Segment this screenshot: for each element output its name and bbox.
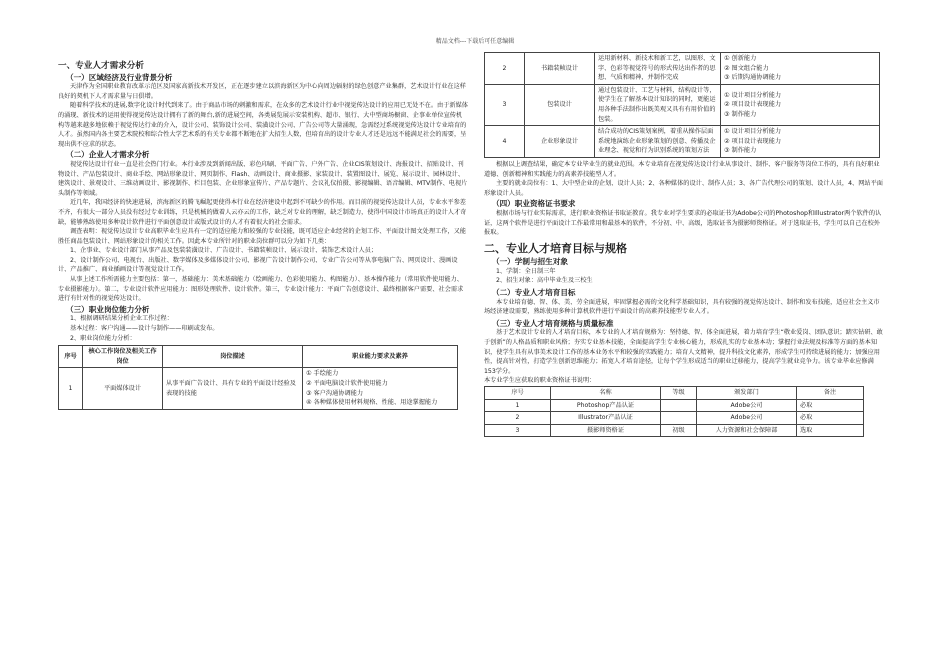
table-cell: 初级: [661, 424, 697, 437]
paragraph: 1、根据调研结果分析企业工作过程：: [70, 315, 173, 323]
list-item: 2、招生对象：高中毕业生及三校生: [496, 277, 593, 285]
table-cell: [721, 126, 880, 158]
table-cell: 结合成功的CIS策划案例，着重从操作层面系统地演练企业形象策划的创意、传播及企业理念、视觉和行为识别系统的策划方法: [595, 126, 721, 158]
paragraph: 随着科学技术的进展,数字化设计时代到来了。由于商品市场的刺激和需求，在众多的艺术设计行业中视觉传达设计的应用已无处不在。由于新媒体的涌现、新技术的运用使得视觉传达设计拥有了新的舞台,新的进展空间，各类展览展示安装机构、超市、银行、大中型商场橱窗、企事业单位宣传机构等越来越多地依赖于视觉传达行业的介入，设计公司、装饰设计公司、装潢设计公司、广告公司等大量涌现，急需经过系统视觉传达设计专业培育的人才。虽然国内各主要艺术院校和综合性大学艺术系的有关专业都不断地在扩大招生人数，但培育出的设计专业人才还是远远不能满足社会的需要，呈现出供不应求的状态。: [58, 102, 468, 148]
table-cell: 必取: [797, 412, 864, 425]
section-2-title: 二、专业人才培育目标与规格: [484, 241, 627, 255]
table-header-cell: 名称: [551, 387, 661, 400]
paragraph: 调查表明：视觉传达设计专业高职毕业生应具有一定的适应能力和较强的专业技能，既可适应企业经营的企划工作、平面设计图文处理工作，又能胜任商品包装设计、网站形象设计的相关工作。因此本专业所针对的职业岗位群可以分为如下几类：: [58, 228, 466, 245]
page-header: 精品文档---下载后可任意编辑: [435, 38, 515, 45]
paragraph: 基于艺术设计专业的人才培育目标，本专业的人才培育规格为：坚持德、智、体全面进展，着力培育学生“敬业爱岗、团队意识；踏实钻研、敢于创新”的人格品质和职业风格；夯实专业基本技能，全面提高学生专业核心能力，形成扎实的专业基本功；掌握行业法规及标准等方面的基本知识，使学生具有从事美术设计工作的基本业务水平和较强的实践能力；培育人文精神，提升科技文化素养，形成学生可持续进展的能力；加强应用性，提高针对性，打造学生创新思维能力；拓宽人才培育途径，让每个学生形成适当的职业迁移能力，提高学生就业竞争力。该专业毕业应修满153学分。: [484, 329, 883, 375]
ability-item: ① 手绘能力: [306, 370, 339, 378]
table-cell: Illustrator产品认证: [551, 412, 661, 425]
table-header-cell: 序号: [485, 387, 551, 400]
left-column: [58, 60, 468, 410]
table-cell: 从事平面广告设计、具有专业的平面设计经验及表现的技能: [163, 368, 303, 409]
table-cell: 选取: [797, 424, 864, 437]
paragraph: 根据以上调查结果，确定本专业毕业生的就业范围。本专业培育在视觉传达设计行业从事设计、制作、客户服务等岗位工作的，具有良好职业道德、创新精神和实践能力的高素养技能型人才。: [484, 160, 880, 178]
table-cell: 运用新材料、新技术和新工艺，以图形、文字、色彩等视觉符号的形式传达出作者的思想、气质和精神，并制作完成: [595, 53, 721, 85]
table-row: [59, 368, 458, 409]
section-1-1-title: （一）区域经济及行业背景分析: [66, 72, 173, 82]
paragraph: 主要的就业岗位有：1、大中型企业的企划、设计人员；2、各种媒体的设计、制作人员；3、各广告代理公司的策划、设计人员，4、网站平面形象设计人员。: [484, 180, 883, 197]
table-cell: Adobe公司: [697, 399, 797, 412]
section-1-4-title: （四）职业资格证书要求: [492, 199, 576, 209]
section-1-3-title: （三）职业岗位能力分析: [66, 304, 150, 314]
table-cell: 书籍装帧设计: [525, 53, 595, 85]
table-cell: [721, 84, 880, 125]
table-cell: 2: [485, 412, 551, 425]
section-2-1-title: （一）学制与招生对象: [492, 257, 568, 267]
ability-item: ③ 制作能力: [724, 110, 757, 118]
ability-item: ① 创新能力: [724, 55, 757, 62]
table-cell: 企业形象设计: [525, 126, 595, 158]
cert-table-caption: 本专业学生应获取的职业资格证书说明：: [484, 377, 596, 385]
right-column: [484, 52, 884, 437]
paragraph: 近几年，我国经济的快速进展，滨海新区的腾飞崛起更使得本行业在经济建设中起到不可缺少的作用。而目前的视觉传达设计人员，专业水平参差不齐，有很大一部分人员没有经过专业训练，只是机械的做着人云亦云的工作，缺乏对专业的理解，缺乏制造力，使得中国设计市场真正的设计人才奇缺，能够熟练使用多种设计软件进行平面创意设计或版式设计的人才有着很大的社会需求。: [58, 199, 467, 226]
section-2-2-title: （二）专业人才培育目标: [492, 288, 576, 298]
table-header-cell: 等级: [661, 387, 697, 400]
table-row: [485, 424, 864, 437]
ability-item: ② 项目设计表现能力: [724, 101, 782, 109]
table-cell: 1: [59, 368, 83, 409]
table-cell: 通过包装设计、工艺与材料，结构设计等，使学生在了解基本设计知识的同时，更能运用各种手法制作出既美观又具有有用价值的包装。: [595, 84, 721, 125]
table-cell: 平面媒体设计: [83, 368, 163, 409]
table-row: [485, 126, 880, 158]
table-header-cell: 序号: [59, 346, 83, 368]
table-row: [485, 84, 880, 125]
table-cell: 3: [485, 424, 551, 437]
ability-item: ② 图文组合能力: [724, 64, 769, 72]
paragraph: 基本过程：客户沟通——设计与制作——印刷或发布。: [70, 325, 219, 333]
table-cell: 包装设计: [525, 84, 595, 125]
paragraph: 2、职业岗位能力分析：: [70, 334, 136, 342]
ability-item: ② 项目设计表现能力: [724, 137, 782, 145]
table-header-cell: 职业能力要求及素养: [303, 346, 458, 368]
table-cell: [661, 412, 697, 425]
ability-item: ④ 各种媒体使用材料规格、性能、用途掌握能力: [306, 399, 438, 407]
ability-item: ③ 客户沟通协调能力: [306, 389, 364, 397]
table-header-cell: 备注: [797, 387, 864, 400]
job-ability-table: [58, 345, 458, 410]
paragraph: 根据市场与行业实际需求，进行职业资格证书取证教育。我专业对学生要求的必取证书为Adobe公司的Photoshop和Illustrator两个软件的认证，这两个软件是进行平面设计工作最常用和最基本的软件，不分初、中、高级，选取证书为摄影师资格证。对于选取证书，学生可以自己在校外报取。: [484, 209, 882, 237]
table-cell: [661, 399, 697, 412]
table-cell: Photoshop产品认证: [551, 399, 661, 412]
table-cell: [303, 368, 458, 409]
table-row: [485, 412, 864, 425]
section-1-2-title: （二）企业人才需求分析: [66, 150, 150, 160]
ability-item: ③ 后期沟通协调能力: [724, 74, 782, 82]
table-cell: 必取: [797, 399, 864, 412]
ability-item: ① 设计项目分析能力: [724, 128, 782, 136]
table-header-cell: 岗位描述: [163, 346, 303, 368]
table-header-cell: 颁发部门: [697, 387, 797, 400]
table-cell: 2: [485, 53, 525, 85]
table-cell: 1: [485, 399, 551, 412]
table-row: [485, 399, 864, 412]
paragraph: 2、设计制作公司、电视台、出版社、数字媒体及多媒体设计公司、影视广告设计制作公司、专业广告公司等从事电脑广告、网页设计、漫画设计、产品推广、商业插画设计等视觉设计工作。: [58, 256, 458, 274]
section-2-3-title: （三）专业人才培育规格与质量标准: [492, 318, 614, 328]
table-cell: Adobe公司: [697, 412, 797, 425]
paragraph: 从事上述工作所需能力主要包括：第一，基础能力：美术基础能力（绘画能力、色彩使用能力、构图能力）、基本操作能力（常用软件使用能力、专业摄影能力）。第二，专业设计软件应用能力：图形处理软件、设计软件。第三，专业设计能力：平面广告创意设计、最终根据客户需要、社会需求进行有针对性的视觉传达设计。: [58, 276, 464, 303]
paragraph: 天津作为全国职业教育改革示范区及国家高新技术开发区，正在逐步建立以滨海新区为中心向周边辐射的绿色创意产业集群，艺术设计行业在这样良好的契机下人才需求量与日俱增。: [58, 83, 466, 100]
job-ability-table-continued: [484, 52, 880, 158]
paragraph: 本专业培育德、智、体、美、劳全面进展，牢固掌握必需的文化科学基础知识，具有较强的视觉传达设计、制作和发布技能，适应社会主义市场经济建设需要，熟练使用多种计算机软件进行平面设计的高素养技能型专业人才。: [484, 298, 880, 316]
table-cell: 摄影师资格证: [551, 424, 661, 437]
table-cell: [721, 53, 880, 85]
table-header-cell: 核心工作岗位及相关工作岗位: [83, 346, 163, 368]
ability-item: ③ 制作能力: [724, 147, 757, 155]
table-cell: 4: [485, 126, 525, 158]
paragraph: 视觉传达设计行业一直是社会热门行业。本行业涉及到新闻出版、彩色印刷、平面广告、户外广告、企业CIS策划设计、海报设计、招贴设计、刊物设计、产品包装设计、商业手绘、网站形象设计、网页制作、Flash、动画设计、商业摄影、家装设计、装置图设计、展览、展示设计、园林设计、建筑设计、景观设计、三维动画设计、影视制作、栏目包装、企业形象宣传片、产品专题片、会议礼仪拍摄、影视编辑、语音编辑、MTV制作、电视片头制作等领域。: [58, 160, 468, 197]
table-cell: 人力资源和社会保障部: [697, 424, 797, 437]
ability-item: ② 平面电脑设计软件使用能力: [306, 380, 388, 387]
list-item: 1、学制：全日制三年: [496, 267, 556, 275]
paragraph: 1、企事业、专业设计部门从事产品及包装装潢设计、广告设计、书籍装帧设计、展示设计、装饰艺术设计人员；: [70, 247, 378, 255]
table-row: [485, 53, 880, 85]
table-cell: 3: [485, 84, 525, 125]
section-1-title: 一、专业人才需求分析: [58, 61, 144, 71]
ability-item: ① 设计项目分析能力: [724, 91, 782, 99]
certificate-table: [484, 386, 864, 437]
